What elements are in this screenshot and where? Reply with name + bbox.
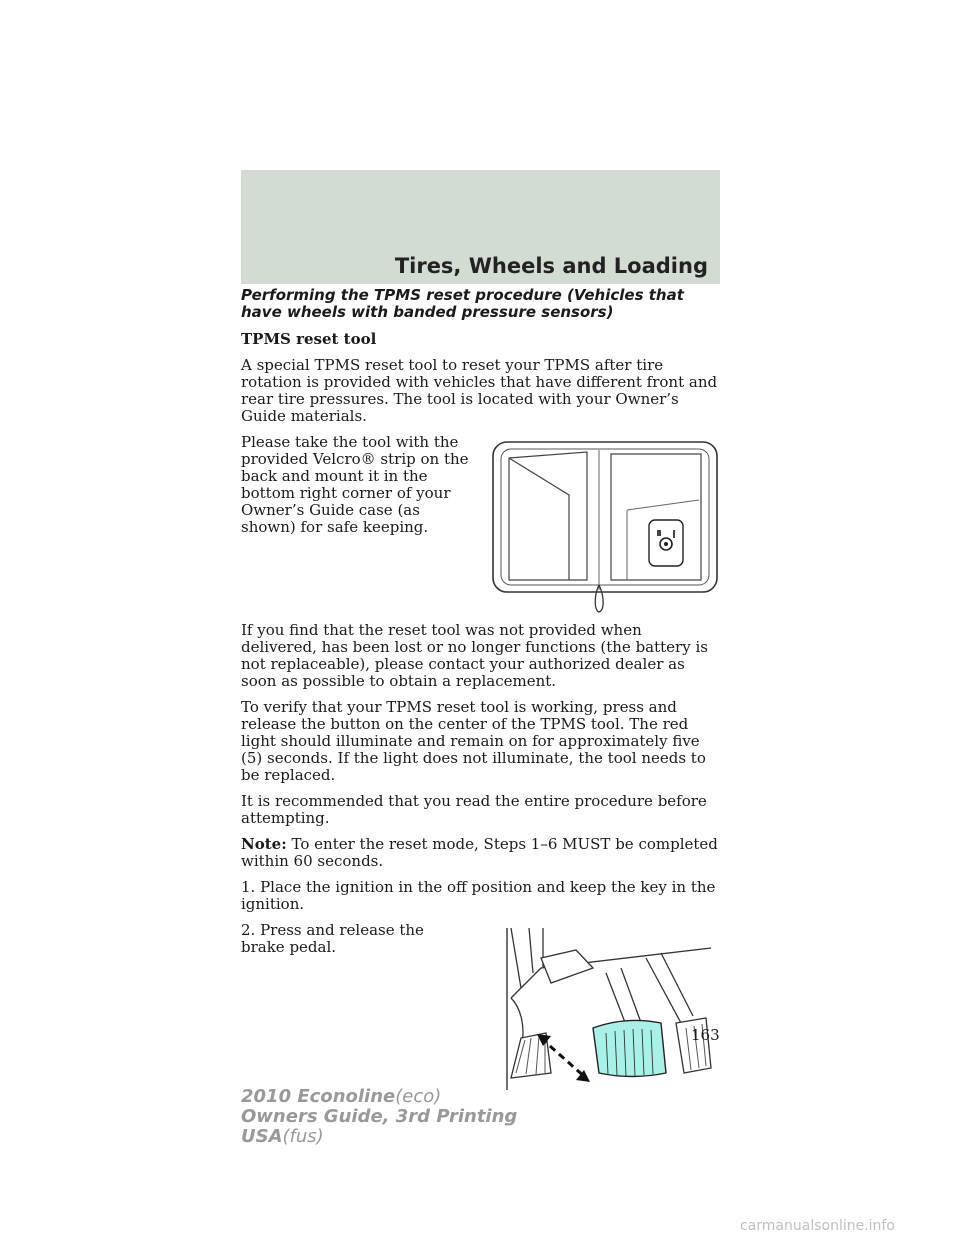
note-text: To enter the reset mode, Steps 1–6 MUST be completed within 60 seconds. — [241, 835, 718, 870]
paragraph: If you find that the reset tool was not provided when delivered, has been lost or no longer functions (the battery is not replaceable), please contact your authorized dealer as soon as possible to obtain a replacement. — [241, 621, 708, 690]
binder-section — [241, 434, 721, 622]
page-number: 163 — [691, 1026, 720, 1044]
paragraph: It is recommended that you read the entire procedure before attempting. — [241, 792, 707, 827]
section-header-band — [241, 170, 720, 284]
page-content — [241, 287, 721, 1096]
footer-market: USA — [241, 1126, 283, 1147]
owners-guide-case-illustration — [491, 440, 721, 614]
footer-market-code: (fus) — [282, 1126, 324, 1147]
document-footer — [241, 1087, 517, 1147]
section-title: Tires, Wheels and Loading — [394, 254, 708, 278]
subheading: TPMS reset tool — [241, 330, 377, 348]
watermark: carmanualsonline.info — [740, 1218, 895, 1234]
footer-model-code: (eco) — [395, 1086, 442, 1107]
paragraph: A special TPMS reset tool to reset your TPMS after tire rotation is provided with vehicles that have different front and rear tire pressures. The tool is located with your Owner’s Guide materials. — [241, 356, 718, 425]
paragraph: Please take the tool with the provided Velcro® strip on the back and mount it in the bottom right corner of your Owner’s Guide case (as shown) for safe keeping. — [241, 434, 469, 536]
step-1: 1. Place the ignition in the off position and keep the key in the ignition. — [241, 878, 716, 913]
footer-line-2: Owners Guide, 3rd Printing — [241, 1106, 518, 1127]
step-2: 2. Press and release the brake pedal. — [241, 922, 424, 956]
footer-line-1 — [241, 1087, 517, 1107]
footer-model: 2010 Econoline — [241, 1086, 396, 1107]
procedure-heading: Performing the TPMS reset procedure (Vehicles that have wheels with banded pressure sensors) — [241, 286, 684, 321]
footer-line-3 — [241, 1127, 517, 1147]
note-paragraph — [241, 836, 721, 870]
note-label: Note: — [241, 835, 287, 853]
brake-pedal-illustration — [481, 928, 721, 1090]
paragraph: To verify that your TPMS reset tool is working, press and release the button on the center of the TPMS tool. The red light should illuminate and remain on for approximately five (5) seconds. If the light does not illuminate, the tool needs to be replaced. — [241, 698, 706, 784]
pedal-section — [241, 922, 721, 1096]
